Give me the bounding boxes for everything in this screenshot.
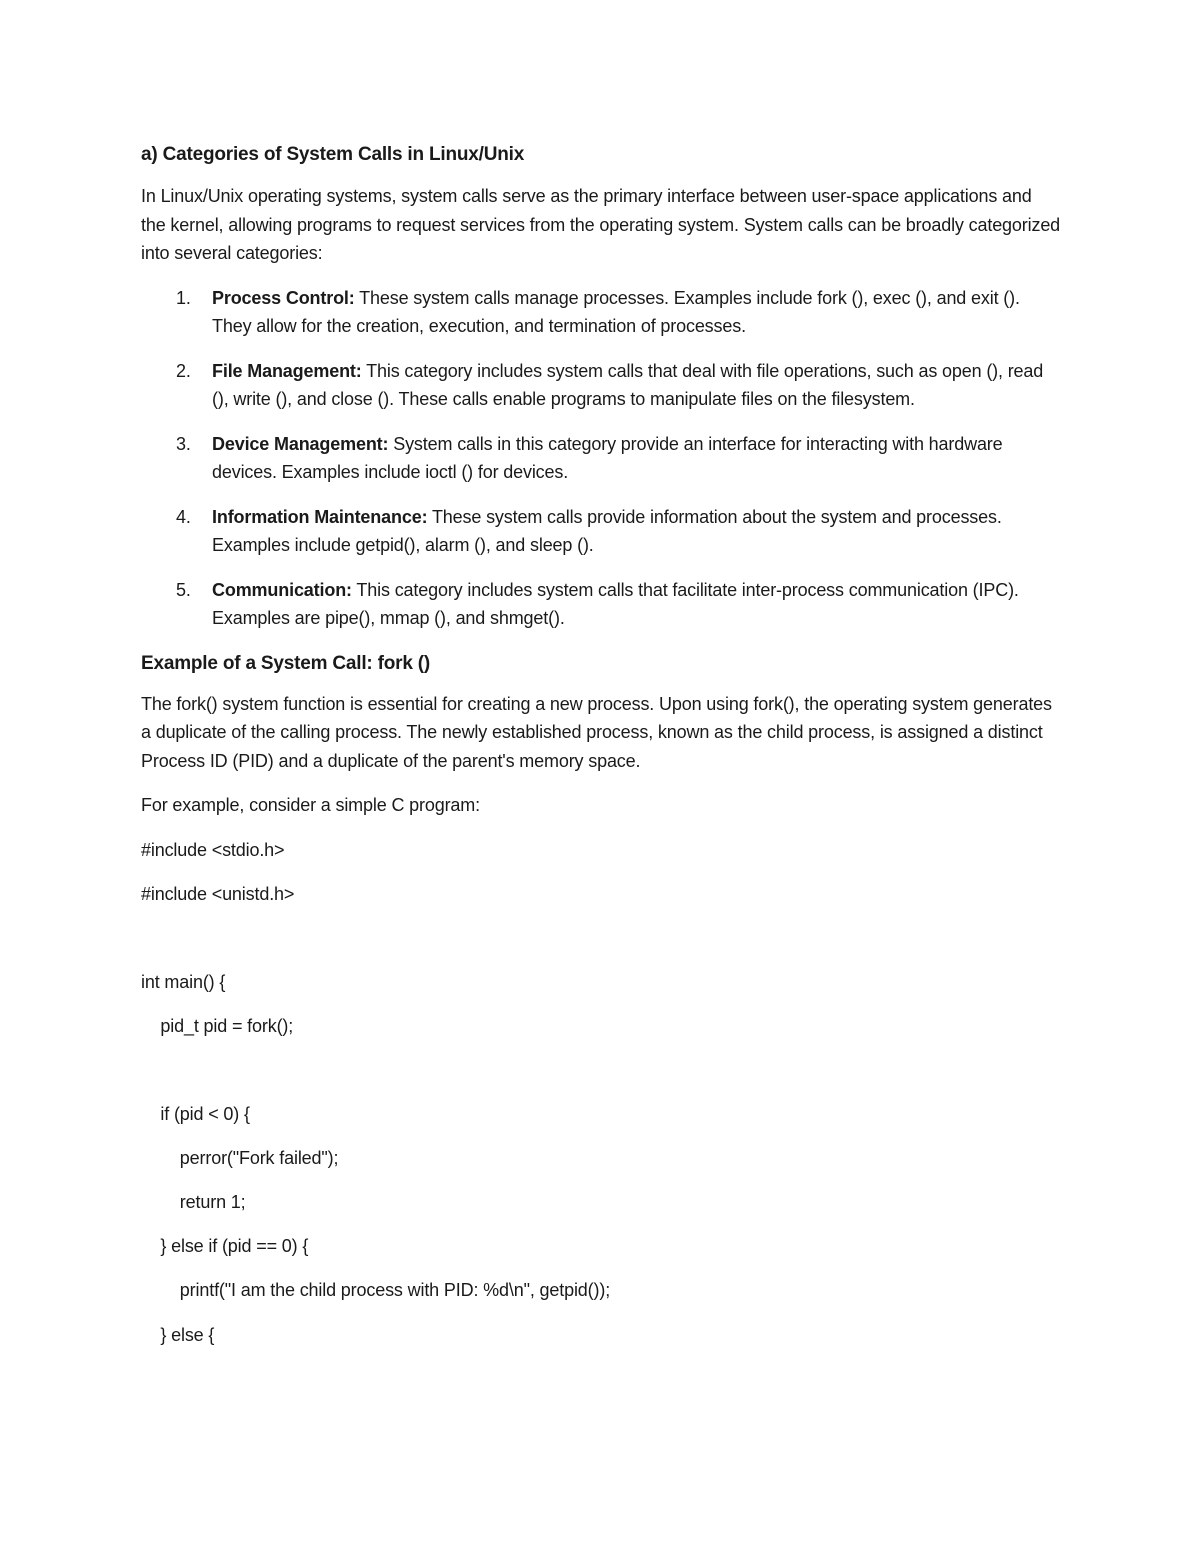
- code-line: return 1;: [141, 1192, 246, 1213]
- list-item: [141, 430, 1061, 487]
- list-item: [141, 357, 1061, 414]
- category-term: Process Control:: [212, 287, 355, 308]
- category-term: File Management:: [212, 360, 362, 381]
- list-number: 5.: [176, 579, 191, 600]
- category-description: These system calls manage processes. Examples include fork (), exec (), and exit (). They allow for the creation, execution, and termination of processes.: [212, 287, 1020, 336]
- code-line: perror("Fork failed");: [141, 1148, 339, 1169]
- categories-list: [141, 284, 1061, 633]
- list-number: 3.: [176, 433, 191, 454]
- document-content: [141, 138, 1061, 1365]
- list-number: 1.: [176, 287, 191, 308]
- code-line: printf("I am the child process with PID: %d\n", getpid());: [141, 1280, 611, 1301]
- code-block: [141, 836, 1061, 1350]
- list-number: 2.: [176, 360, 191, 381]
- code-line: if (pid < 0) {: [141, 1104, 250, 1125]
- list-number: 4.: [176, 506, 191, 527]
- code-line-blank: [141, 1056, 1061, 1085]
- category-description: This category includes system calls that deal with file operations, such as open (), read (), write (), and close (). These calls enable programs to manipulate files on the filesystem.: [212, 360, 1044, 409]
- list-item: [141, 503, 1061, 560]
- category-description: System calls in this category provide an interface for interacting with hardware devices. Examples include ioctl () for devices.: [212, 433, 1003, 482]
- category-description: These system calls provide information about the system and processes. Examples include getpid(), alarm (), and sleep ().: [212, 506, 1002, 555]
- code-line: #include <stdio.h>: [141, 839, 285, 860]
- fork-description-paragraph: The fork() system function is essential for creating a new process. Upon using fork(), the operating system generates a duplicate of the calling process. The newly established process, known as the child process, is assigned a distinct Process ID (PID) and a duplicate of the parent's memory space.: [141, 693, 1052, 771]
- section-heading-categories: a) Categories of System Calls in Linux/Unix: [141, 144, 525, 165]
- example-intro-paragraph: For example, consider a simple C program:: [141, 795, 480, 815]
- section-heading-fork-example: Example of a System Call: fork (): [141, 652, 431, 674]
- category-term: Communication:: [212, 579, 352, 600]
- list-item: [141, 284, 1061, 341]
- code-line: } else if (pid == 0) {: [141, 1236, 309, 1257]
- list-item: [141, 576, 1061, 633]
- code-line: } else {: [141, 1324, 215, 1345]
- code-line: #include <unistd.h>: [141, 883, 295, 904]
- category-term: Information Maintenance:: [212, 506, 428, 527]
- intro-paragraph: In Linux/Unix operating systems, system calls serve as the primary interface between user-space applications and the kernel, allowing programs to request services from the operating system. System calls can be broadly categorized into several categories:: [141, 186, 1061, 263]
- category-term: Device Management:: [212, 433, 389, 454]
- code-line-blank: [141, 924, 1061, 953]
- code-line: pid_t pid = fork();: [141, 1015, 294, 1036]
- category-description: This category includes system calls that facilitate inter-process communication (IPC). Examples are pipe(), mmap (), and shmget().: [212, 579, 1019, 628]
- code-line: int main() {: [141, 971, 226, 992]
